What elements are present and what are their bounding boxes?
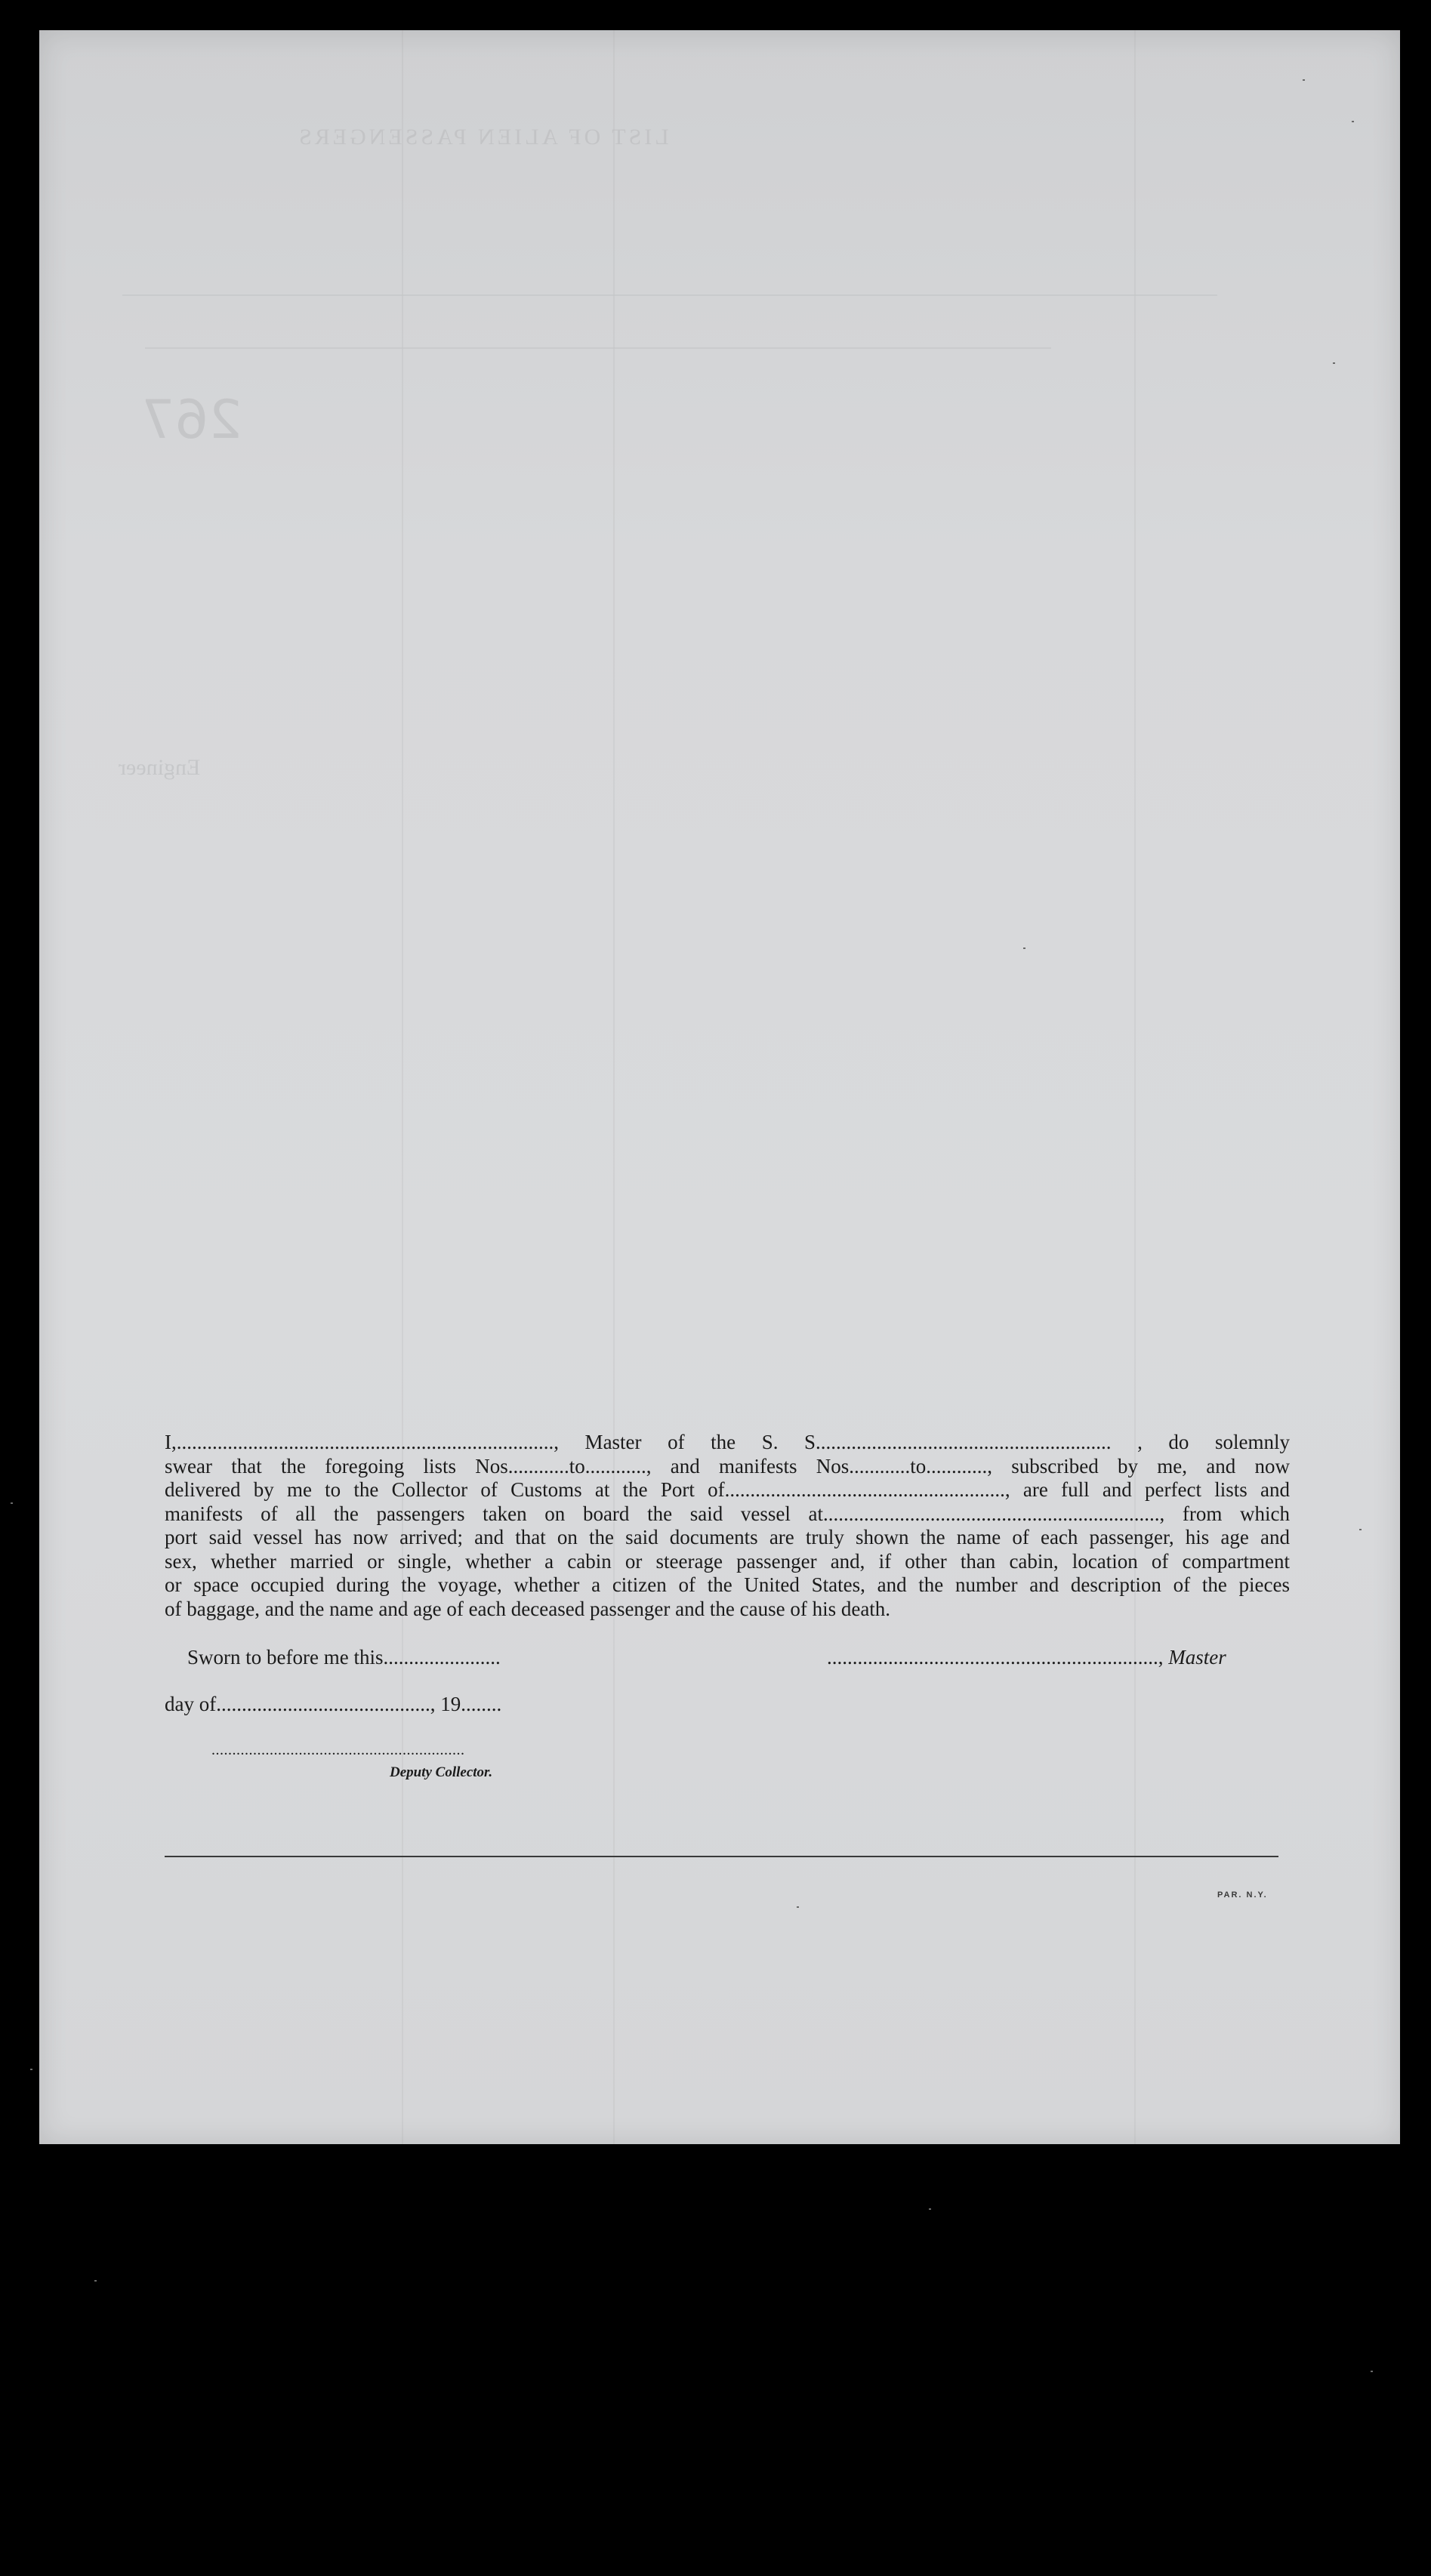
oath-line: of baggage, and the name and age of each deceased passenger and the cause of his death. [165,1597,891,1620]
bleed-through-rule [145,347,1051,349]
bleed-through-rule [122,294,1217,296]
deputy-collector-label: Deputy Collector. [390,1764,493,1780]
day-of-line: day of.........................................., 19........ [165,1693,502,1715]
bottom-rule [165,1856,1278,1857]
master-oath-paragraph [165,1431,1290,1621]
bleed-through-header: LIST OF ALIEN PASSENGERS [296,125,669,149]
printer-mark: PAR. N.Y. [1217,1890,1268,1900]
scan-speck [11,1502,13,1504]
master-signature-line [827,1646,1226,1669]
scan-speck [94,2280,97,2282]
oath-line: or space occupied during the voyage, whether a citizen of the United States, and the number and description of the pieces [165,1573,1290,1596]
sworn-before-line: Sworn to before me this....................... [187,1646,501,1669]
master-signature-dots: ................................................................., [827,1646,1164,1669]
scan-speck [30,2069,32,2070]
oath-line: swear that the foregoing lists Nos............to............, and manifests Nos............to............, subscribed by me, and now [165,1454,1290,1478]
bleed-through-number: 267 [141,389,242,451]
oath-line: I,.........................................................................., Master of the S. S.......................................................... , do solemnly [165,1431,1290,1453]
scan-speck [1352,121,1354,122]
oath-line: sex, whether married or single, whether a cabin or steerage passenger and, if other than cabin, location of compartment [165,1549,1290,1573]
scan-speck [1333,362,1335,364]
scan-speck [1371,2371,1373,2372]
oath-line: manifests of all the passengers taken on board the said vessel at.................................................................., from which [165,1502,1290,1525]
scan-speck [1303,79,1305,81]
scan-speck [929,2208,931,2210]
scan-speck [797,1906,799,1908]
oath-line: port said vessel has now arrived; and that on the said documents are truly shown the name of each passenger, his age and [165,1526,1290,1548]
scan-speck [1359,1529,1362,1530]
bleed-through-word: Engineer [119,755,201,780]
fold-line [1134,30,1136,2144]
scan-speck [1023,948,1025,949]
deputy-collector-signature-line: ............................................................. [211,1742,465,1758]
oath-line: delivered by me to the Collector of Customs at the Port of......................................................., are full and perfect lists and [165,1478,1290,1501]
master-label: Master [1168,1646,1226,1669]
manifest-page [39,30,1400,2144]
